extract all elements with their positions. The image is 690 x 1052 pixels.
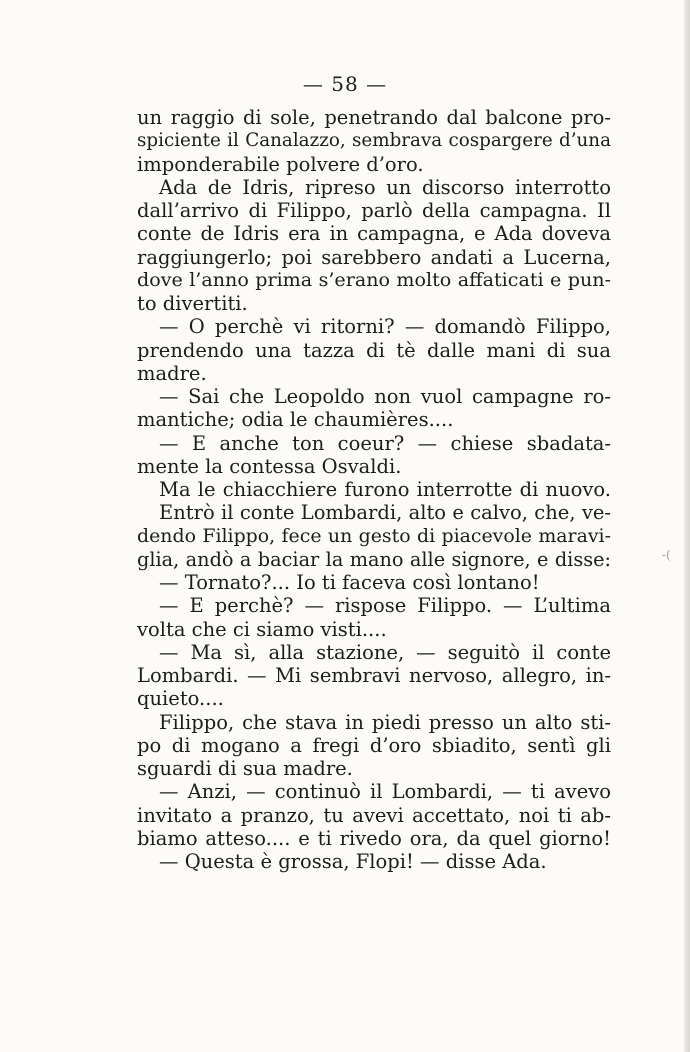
text-line [137,385,611,408]
text-line [137,525,611,548]
text-line-content: to divertiti. [137,292,248,315]
text-line [137,362,611,385]
text-line-content: quieto.... [137,687,224,711]
text-line [137,664,611,687]
text-line-content: dendo Filippo, fece un gesto di piacevole maravi- [137,524,611,547]
text-line-content: Filippo, che stava in piedi presso un alto sti- [159,710,611,734]
text-line [137,757,611,780]
text-line [137,222,611,245]
text-line [137,199,611,222]
text-line-content: — E anche ton coeur? — chiese sbadata- [159,431,611,455]
text-line [137,106,611,129]
text-line-content: volta che ci siamo visti.... [137,617,387,641]
text-line [137,687,611,710]
text-line-content: — Tornato?... Io ti faceva così lontano! [159,571,540,594]
text-line [137,501,611,524]
text-line [137,548,611,571]
text-line-content: madre. [137,361,207,385]
text-line [137,408,611,431]
text-line-content: raggiungerlo; poi sarebbero andati a Lucerna, [137,245,611,269]
text-line-content: dove l’anno prima s’erano molto affaticati e pun- [137,268,611,291]
text-line [137,594,611,617]
text-line-content: imponderabile polvere d’oro. [137,152,424,176]
text-line-content: — Sai che Leopoldo non vuol campagne ro- [159,385,611,408]
text-line [137,827,611,850]
text-line-content: mantiche; odia le chaumières.... [137,408,454,432]
text-line-content: prendendo una tazza di tè dalle mani di sua [137,338,611,362]
text-line-content: — O perchè vi ritorni? — domandò Filippo, [159,315,611,339]
text-line-content: po di mogano a fregi d’oro sbiadito, sentì gli [137,733,611,757]
text-line [137,455,611,478]
text-line [137,711,611,734]
page-edge-shadow [684,0,690,1052]
text-line [137,153,611,176]
text-line [137,432,611,455]
text-line-content: spiciente il Canalazzo, sembrava cospargere d’una [137,130,611,152]
text-line-content: — Questa è grossa, Flopi! — disse Ada. [159,850,547,873]
text-line [137,641,611,664]
text-line [137,176,611,199]
text-line-content: invitato a pranzo, tu avevi accettato, noi ti ab- [137,803,611,827]
body-text [137,106,611,873]
page-number: — 58 — [302,72,388,96]
text-line [137,571,611,594]
text-line-content: biamo atteso.... e ti rivedo ora, da quel giorno! [137,826,611,850]
text-line [137,246,611,269]
text-line-content: mente la contessa Osvaldi. [137,454,402,478]
text-line-content: Ma le chiacchiere furono interrotte di nuovo. [159,478,611,501]
text-line [137,804,611,827]
text-line-content: — E perchè? — rispose Filippo. — L’ultima [159,594,611,618]
text-line [137,129,611,152]
text-line-content: — Ma sì, alla stazione, — seguitò il conte [159,640,611,664]
text-line-content: — Anzi, — continuò il Lombardi, — ti avevo [159,780,611,804]
text-line-content: sguardi di sua madre. [137,757,353,780]
text-line-content: glia, andò a baciar la mano alle signore, e disse: [137,547,611,571]
text-line [137,618,611,641]
text-line [137,734,611,757]
text-line-content: Ada de Idris, ripreso un discorso interrotto [159,175,611,199]
text-line [137,780,611,803]
text-line [137,269,611,292]
text-line-content: Lombardi. — Mi sembravi nervoso, allegro, in- [137,664,611,687]
text-line-content: Entrò il conte Lombardi, alto e calvo, che, ve- [159,501,611,525]
text-line [137,315,611,338]
margin-mark: ‑( [662,548,671,562]
text-line [137,478,611,501]
text-line-content: conte de Idris era in campagna, e Ada doveva [137,222,611,246]
text-line [137,339,611,362]
text-line [137,292,611,315]
text-line-content: dall’arrivo di Filippo, parlò della campagna. Il [137,199,611,222]
text-line [137,850,611,873]
text-line-content: un raggio di sole, penetrando dal balcone pro- [137,106,611,129]
